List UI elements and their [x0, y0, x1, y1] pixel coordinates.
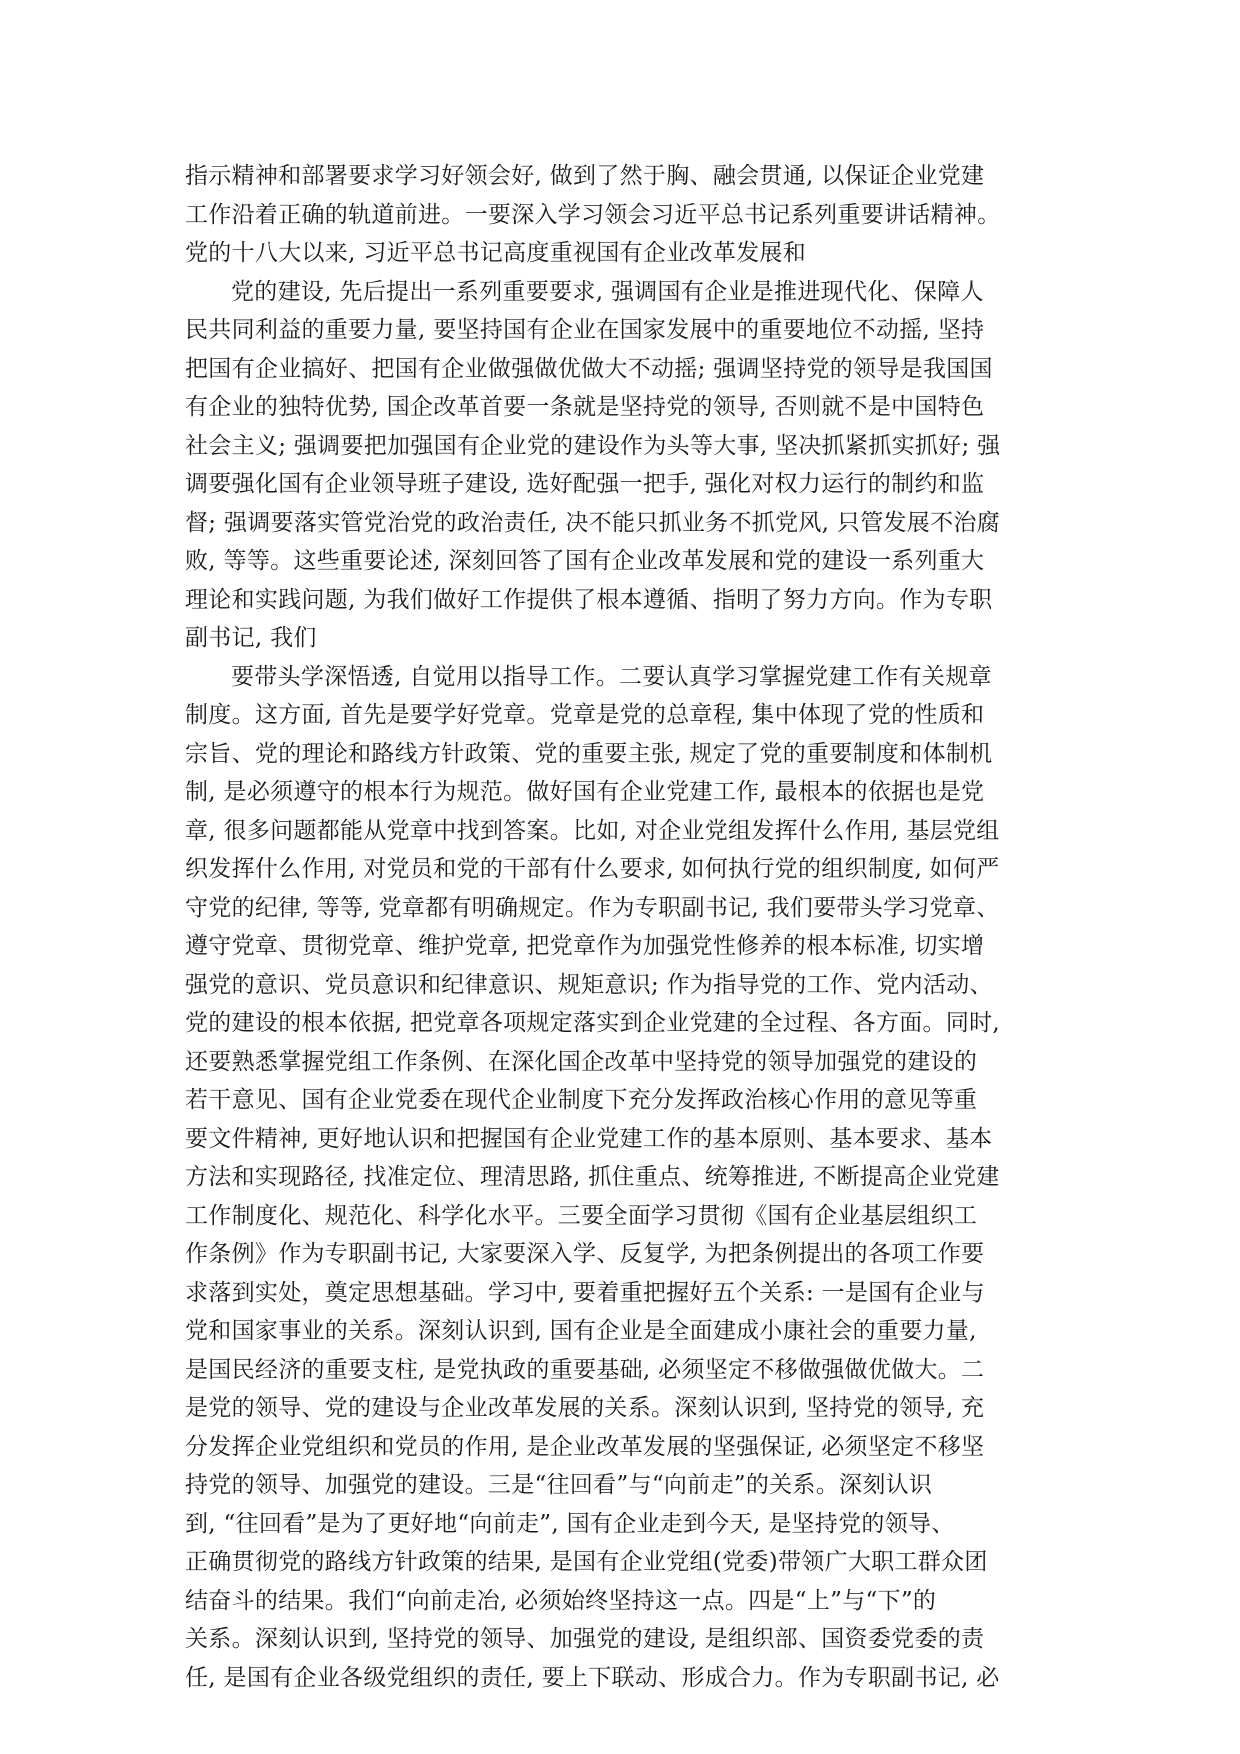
- document-body: [185, 157, 1055, 1697]
- text-line: 关系。深刻认识到, 坚持党的领导、加强党的建设, 是组织部、国资委党委的责: [185, 1626, 985, 1652]
- text-line: 有企业的独特优势, 国企改革首要一条就是坚持党的领导, 否则就不是中国特色: [185, 394, 985, 420]
- text-line: 党的十八大以来, 习近平总书记高度重视国有企业改革发展和: [185, 240, 807, 266]
- text-line: 宗旨、党的理论和路线方针政策、党的重要主张, 规定了党的重要制度和体制机: [185, 740, 993, 767]
- text-line: 是党的领导、党的建设与企业改革发展的关系。深刻认识到, 坚持党的领导, 充: [185, 1395, 985, 1421]
- text-line: 要文件精神, 更好地认识和把握国有企业党建工作的基本原则、基本要求、基本: [185, 1125, 993, 1152]
- text-line: 分发挥企业党组织和党员的作用, 是企业改革发展的坚强保证, 必须坚定不移坚: [185, 1433, 985, 1460]
- text-line: 章, 很多问题都能从党章中找到答案。比如, 对企业党组发挥什么作用, 基层党组: [185, 817, 1000, 844]
- text-line: 工作沿着正确的轨道前进。一要深入学习领会习近平总书记系列重要讲话精神。: [185, 201, 1001, 228]
- text-line: 败, 等等。这些重要论述, 深刻回答了国有企业改革发展和党的建设一系列重大: [185, 548, 985, 574]
- text-line: 若干意见、国有企业党委在现代企业制度下充分发挥政治核心作用的意见等重: [185, 1087, 978, 1113]
- text-line: 要带头学深悟透, 自觉用以指导工作。二要认真学习掌握党建工作有关规章: [231, 663, 992, 690]
- text-line: 作条例》作为专职副书记, 大家要深入学、反复学, 为把条例提出的各项工作要: [185, 1241, 985, 1267]
- text-line: 持党的领导、加强党的建设。三是“往回看”与“向前走”的关系。深刻认识: [185, 1472, 933, 1498]
- text-line: 理论和实践问题, 为我们做好工作提供了根本遵循、指明了努力方向。作为专职: [185, 586, 993, 613]
- text-line: 制, 是必须遵守的根本行为规范。做好国有企业党建工作, 最根本的依据也是党: [185, 779, 985, 805]
- text-line: 结奋斗的结果。我们“向前走冶, 必须始终坚持这一点。四是“上”与“下”的: [185, 1587, 937, 1614]
- text-line: 是国民经济的重要支柱, 是党执政的重要基础, 必须坚定不移做强做优做大。二: [185, 1356, 985, 1383]
- text-line: 党和国家事业的关系。深刻认识到, 国有企业是全面建成小康社会的重要力量,: [185, 1318, 977, 1344]
- text-line: 督; 强调要落实管党治党的政治责任, 决不能只抓业务不抓党风, 只管发展不治腐: [185, 509, 1001, 536]
- text-line: 求落到实处，奠定思想基础。学习中, 要着重把握好五个关系: 一是国有企业与: [185, 1279, 985, 1306]
- text-line: 遵守党章、贯彻党章、维护党章, 把党章作为加强党性修养的根本标准, 切实增: [185, 933, 985, 959]
- text-line: 社会主义; 强调要把加强国有企业党的建设作为头等大事, 坚决抓紧抓实抓好; 强: [185, 432, 1001, 459]
- text-line: 制度。这方面, 首先是要学好党章。党章是党的总章程, 集中体现了党的性质和: [185, 702, 985, 728]
- text-line: 副书记, 我们: [185, 625, 317, 651]
- text-line: 还要熟悉掌握党组工作条例、在深化国企改革中坚持党的领导加强党的建设的: [185, 1048, 978, 1075]
- text-line: 党的建设, 先后提出一系列重要要求, 强调国有企业是推进现代化、保障人: [231, 278, 984, 305]
- text-line: 指示精神和部署要求学习好领会好, 做到了然于胸、融会贯通, 以保证企业党建: [185, 163, 985, 189]
- text-line: 民共同利益的重要力量, 要坚持国有企业在国家发展中的重要地位不动摇, 坚持: [185, 317, 985, 343]
- text-line: 党的建设的根本依据, 把党章各项规定落实到企业党建的全过程、各方面。同时,: [185, 1010, 1001, 1036]
- text-line: 强党的意识、党员意识和纪律意识、规矩意识; 作为指导党的工作、党内活动、: [185, 971, 993, 998]
- text-line: 任, 是国有企业各级党组织的责任, 要上下联动、形成合力。作为专职副书记, 必: [185, 1664, 1000, 1691]
- text-line: 方法和实现路径, 找准定位、理清思路, 抓住重点、统筹推进, 不断提高企业党建: [185, 1164, 1000, 1190]
- text-line: 织发挥什么作用, 对党员和党的干部有什么要求, 如何执行党的组织制度, 如何严: [185, 856, 1000, 882]
- text-line: 到, “往回看”是为了更好地“向前走”, 国有企业走到今天, 是坚持党的领导、: [185, 1510, 955, 1537]
- text-line: 把国有企业搞好、把国有企业做强做优做大不动摇; 强调坚持党的领导是我国国: [185, 355, 993, 382]
- text-line: 调要强化国有企业领导班子建设, 选好配强一把手, 强化对权力运行的制约和监: [185, 471, 985, 497]
- text-line: 正确贯彻党的路线方针政策的结果, 是国有企业党组(党委)带领广大职工群众团: [185, 1549, 988, 1575]
- text-line: 工作制度化、规范化、科学化水平。三要全面学习贯彻《国有企业基层组织工: [185, 1202, 978, 1229]
- text-line: 守党的纪律, 等等, 党章都有明确规定。作为专职副书记, 我们要带头学习党章、: [185, 894, 1000, 921]
